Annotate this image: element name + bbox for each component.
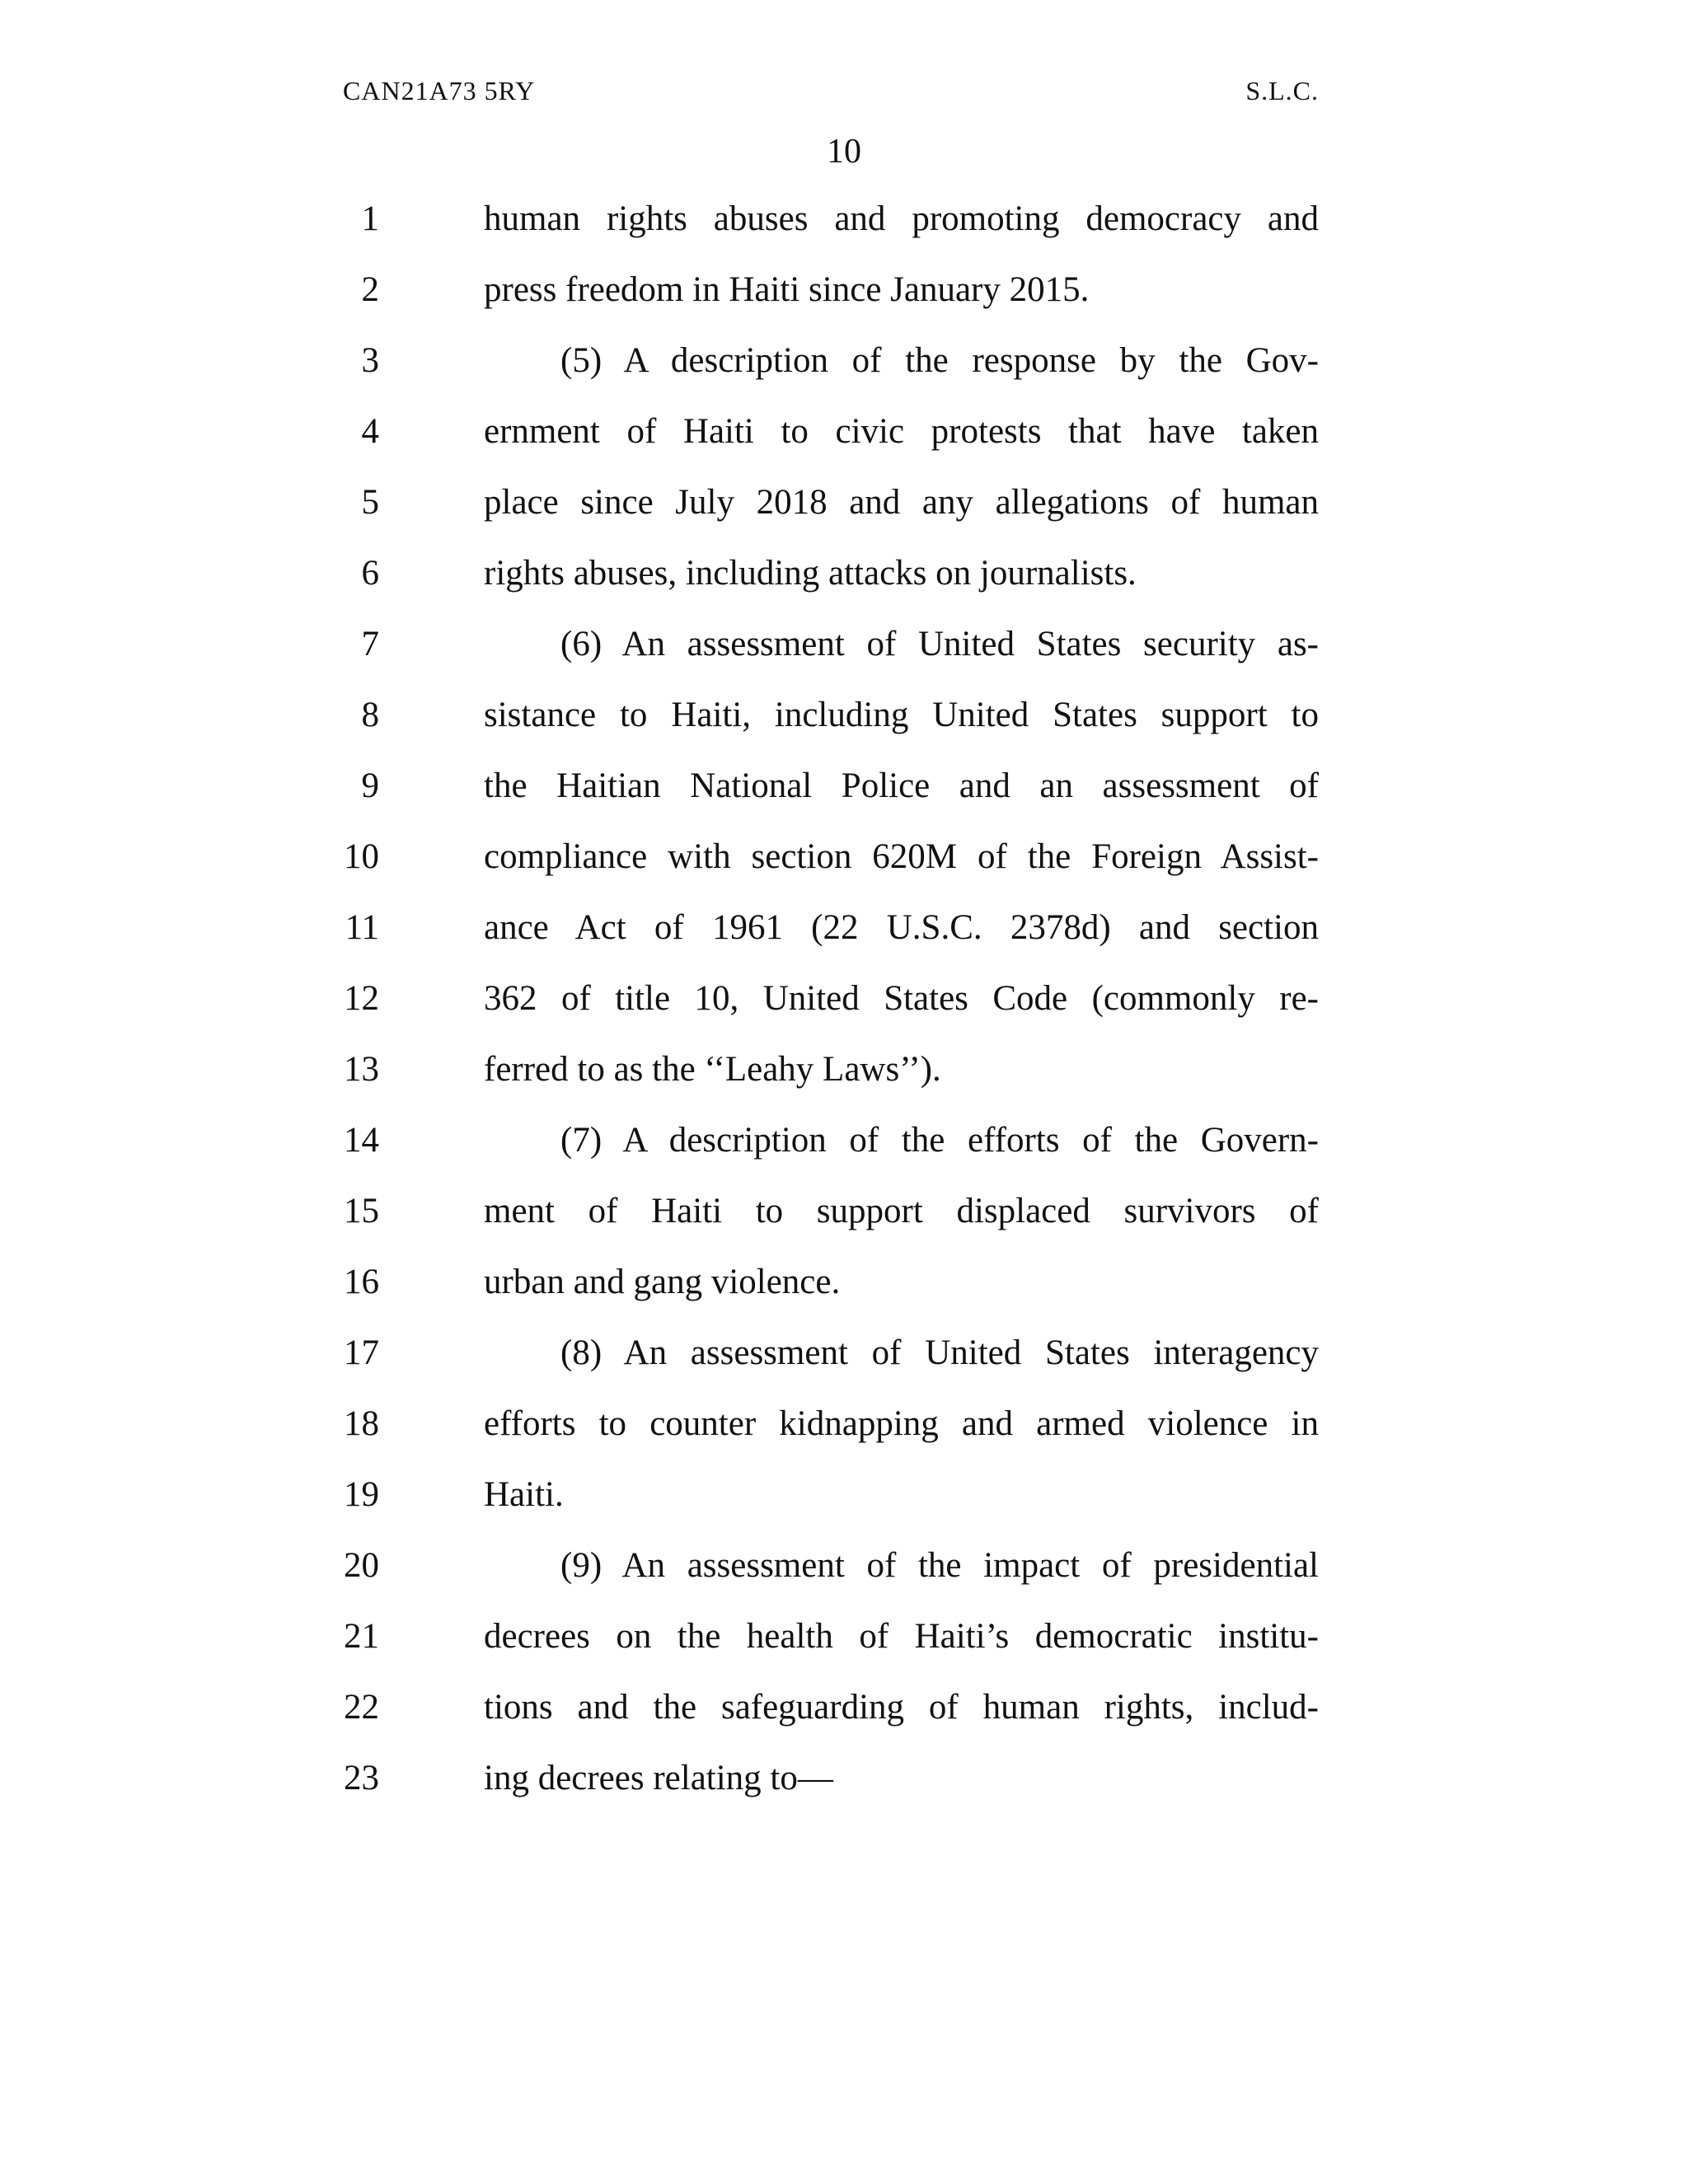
line-3 — [0, 336, 1688, 407]
line-text: (8) An assessment of United States interagency — [560, 1333, 1319, 1372]
page-number: 10 — [827, 133, 861, 171]
line-text: ernment of Haiti to civic protests that have taken — [484, 412, 1319, 451]
line-6 — [0, 549, 1688, 620]
line-number: 16 — [344, 1263, 379, 1301]
line-23 — [0, 1754, 1688, 1825]
line-text: press freedom in Haiti since January 2015. — [484, 270, 1090, 309]
line-number: 22 — [344, 1688, 379, 1727]
line-13 — [0, 1045, 1688, 1116]
line-text: 362 of title 10, United States Code (commonly re- — [484, 979, 1319, 1018]
line-14 — [0, 1116, 1688, 1187]
line-number: 14 — [344, 1121, 379, 1160]
line-text: compliance with section 620M of the Foreign Assist- — [484, 837, 1319, 876]
line-number: 20 — [344, 1546, 379, 1585]
line-17 — [0, 1329, 1688, 1399]
line-number: 19 — [344, 1475, 379, 1514]
line-15 — [0, 1187, 1688, 1258]
line-20 — [0, 1541, 1688, 1612]
line-number: 17 — [344, 1333, 379, 1372]
line-number: 9 — [361, 766, 379, 805]
line-10 — [0, 832, 1688, 903]
line-21 — [0, 1612, 1688, 1683]
line-16 — [0, 1258, 1688, 1329]
line-text: (7) A description of the efforts of the Govern- — [560, 1121, 1319, 1160]
line-9 — [0, 762, 1688, 832]
line-number: 1 — [361, 199, 379, 238]
line-text: the Haitian National Police and an assessment of — [484, 766, 1319, 805]
line-number: 5 — [361, 483, 379, 522]
line-number: 6 — [361, 554, 379, 593]
line-1 — [0, 194, 1688, 265]
line-text: Haiti. — [484, 1475, 564, 1514]
line-number: 11 — [345, 908, 379, 947]
line-number: 3 — [361, 341, 379, 380]
line-number: 21 — [344, 1617, 379, 1656]
line-22 — [0, 1683, 1688, 1754]
line-2 — [0, 265, 1688, 336]
line-12 — [0, 974, 1688, 1045]
line-text: efforts to counter kidnapping and armed violence in — [484, 1404, 1319, 1443]
line-text: ferred to as the ‘‘Leahy Laws’’). — [484, 1050, 941, 1089]
line-text: decrees on the health of Haiti’s democratic institu- — [484, 1617, 1319, 1656]
line-number: 8 — [361, 696, 379, 734]
line-number: 13 — [344, 1050, 379, 1089]
line-4 — [0, 407, 1688, 478]
line-text: human rights abuses and promoting democracy and — [484, 199, 1319, 238]
line-number: 4 — [361, 412, 379, 451]
line-text: ment of Haiti to support displaced survivors of — [484, 1192, 1319, 1230]
line-text: (9) An assessment of the impact of presidential — [560, 1546, 1319, 1585]
line-19 — [0, 1470, 1688, 1541]
line-number: 18 — [344, 1404, 379, 1443]
line-number: 12 — [344, 979, 379, 1018]
line-11 — [0, 903, 1688, 974]
document-id: CAN21A73 5RY — [343, 76, 536, 105]
line-text: place since July 2018 and any allegations of human — [484, 483, 1319, 522]
line-number: 15 — [344, 1192, 379, 1230]
line-8 — [0, 691, 1688, 762]
office-code: S.L.C. — [1245, 76, 1319, 105]
line-text: (6) An assessment of United States security as- — [560, 625, 1319, 663]
line-7 — [0, 620, 1688, 691]
line-number: 2 — [361, 270, 379, 309]
line-text: tions and the safeguarding of human rights, includ- — [484, 1688, 1319, 1727]
line-text: ing decrees relating to— — [484, 1759, 833, 1797]
line-5 — [0, 478, 1688, 549]
line-text: (5) A description of the response by the Gov- — [560, 341, 1319, 380]
line-list — [0, 194, 1688, 1825]
line-text: rights abuses, including attacks on journalists. — [484, 554, 1137, 593]
line-text: sistance to Haiti, including United States support to — [484, 696, 1319, 734]
line-text: ance Act of 1961 (22 U.S.C. 2378d) and section — [484, 908, 1319, 947]
line-18 — [0, 1399, 1688, 1470]
line-text: urban and gang violence. — [484, 1263, 841, 1301]
line-number: 7 — [361, 625, 379, 663]
line-number: 10 — [344, 837, 379, 876]
line-number: 23 — [344, 1759, 379, 1797]
